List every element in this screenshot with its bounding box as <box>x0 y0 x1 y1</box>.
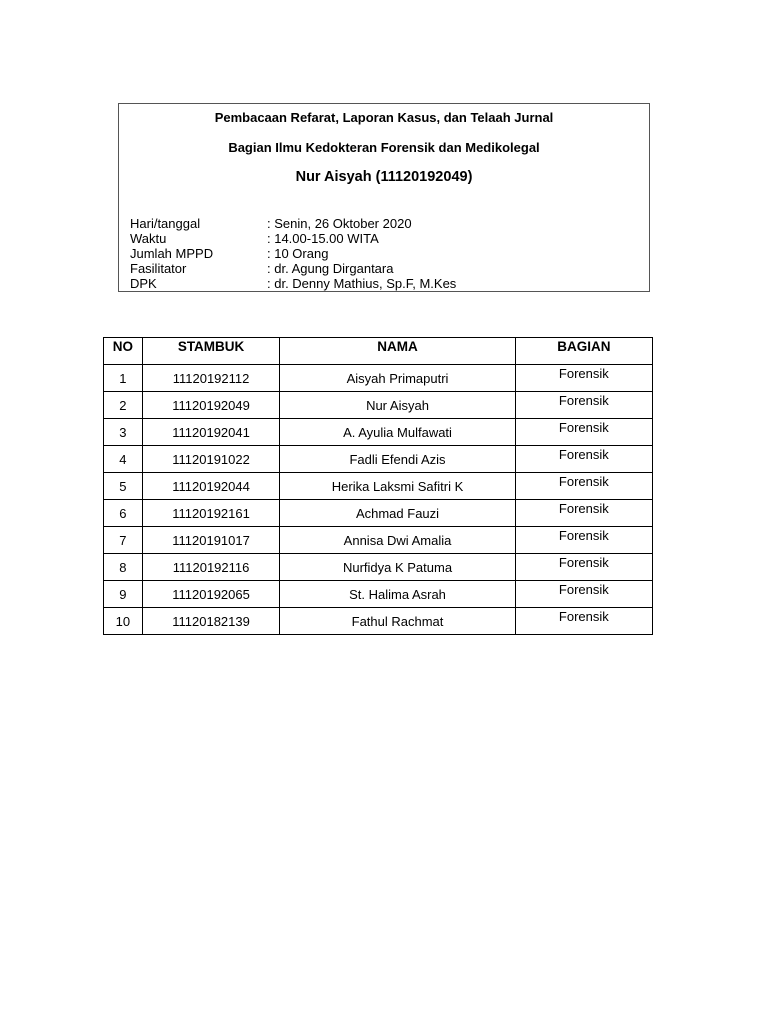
cell-stambuk: 11120192116 <box>142 554 279 581</box>
cell-nama: Achmad Fauzi <box>280 500 515 527</box>
cell-nama: St. Halima Asrah <box>280 581 515 608</box>
table-row <box>104 581 653 608</box>
cell-no: 2 <box>104 392 143 419</box>
info-row-time <box>130 231 456 246</box>
table-header-row <box>104 338 653 365</box>
cell-stambuk: 11120191022 <box>142 446 279 473</box>
cell-no: 4 <box>104 446 143 473</box>
cell-bagian: Forensik <box>515 500 652 527</box>
cell-stambuk: 11120192065 <box>142 581 279 608</box>
table-row <box>104 500 653 527</box>
info-row-dpk <box>130 276 456 291</box>
cell-no: 5 <box>104 473 143 500</box>
table-row <box>104 446 653 473</box>
table-row <box>104 365 653 392</box>
attendance-table <box>103 337 653 635</box>
table-row <box>104 392 653 419</box>
table-row <box>104 527 653 554</box>
cell-stambuk: 11120192044 <box>142 473 279 500</box>
info-value: : Senin, 26 Oktober 2020 <box>267 216 412 231</box>
column-header-no: NO <box>104 338 143 365</box>
cell-nama: Fadli Efendi Azis <box>280 446 515 473</box>
info-value: : 10 Orang <box>267 246 329 261</box>
info-label: Waktu <box>130 231 167 246</box>
cell-stambuk: 11120191017 <box>142 527 279 554</box>
column-header-nama: NAMA <box>280 338 515 365</box>
cell-bagian: Forensik <box>515 473 652 500</box>
cell-nama: Annisa Dwi Amalia <box>280 527 515 554</box>
session-info <box>130 216 456 291</box>
cell-no: 3 <box>104 419 143 446</box>
presenter-name: Nur Aisyah (11120192049) <box>295 169 473 185</box>
table-row <box>104 419 653 446</box>
cell-bagian: Forensik <box>515 392 652 419</box>
cell-stambuk: 11120182139 <box>142 608 279 635</box>
cell-nama: Herika Laksmi Safitri K <box>280 473 515 500</box>
info-label: DPK <box>130 276 157 291</box>
table-row <box>104 554 653 581</box>
cell-no: 6 <box>104 500 143 527</box>
cell-no: 10 <box>104 608 143 635</box>
info-row-count <box>130 246 456 261</box>
cell-bagian: Forensik <box>515 419 652 446</box>
info-value: : 14.00-15.00 WITA <box>267 231 379 246</box>
cell-no: 1 <box>104 365 143 392</box>
info-value: : dr. Denny Mathius, Sp.F, M.Kes <box>267 276 457 291</box>
cell-stambuk: 11120192112 <box>142 365 279 392</box>
department-title: Bagian Ilmu Kedokteran Forensik dan Medikolegal <box>228 140 540 155</box>
table-body <box>104 365 653 635</box>
info-label: Jumlah MPPD <box>130 246 214 261</box>
cell-no: 9 <box>104 581 143 608</box>
cell-bagian: Forensik <box>515 365 652 392</box>
cell-stambuk: 11120192161 <box>142 500 279 527</box>
header-box <box>118 103 650 292</box>
document-title: Pembacaan Refarat, Laporan Kasus, dan Telaah Jurnal <box>214 110 554 125</box>
cell-nama: Nur Aisyah <box>280 392 515 419</box>
info-label: Fasilitator <box>130 261 187 276</box>
cell-bagian: Forensik <box>515 527 652 554</box>
cell-no: 8 <box>104 554 143 581</box>
cell-nama: Nurfidya K Patuma <box>280 554 515 581</box>
table-row <box>104 473 653 500</box>
cell-nama: Aisyah Primaputri <box>280 365 515 392</box>
column-header-bagian: BAGIAN <box>515 338 652 365</box>
cell-bagian: Forensik <box>515 581 652 608</box>
cell-bagian: Forensik <box>515 446 652 473</box>
cell-stambuk: 11120192049 <box>142 392 279 419</box>
cell-stambuk: 11120192041 <box>142 419 279 446</box>
column-header-stambuk: STAMBUK <box>142 338 279 365</box>
info-label: Hari/tanggal <box>130 216 201 231</box>
info-row-date <box>130 216 456 231</box>
cell-nama: A. Ayulia Mulfawati <box>280 419 515 446</box>
cell-no: 7 <box>104 527 143 554</box>
cell-nama: Fathul Rachmat <box>280 608 515 635</box>
info-row-facilitator <box>130 261 456 276</box>
cell-bagian: Forensik <box>515 554 652 581</box>
info-value: : dr. Agung Dirgantara <box>267 261 394 276</box>
cell-bagian: Forensik <box>515 608 652 635</box>
table-row <box>104 608 653 635</box>
